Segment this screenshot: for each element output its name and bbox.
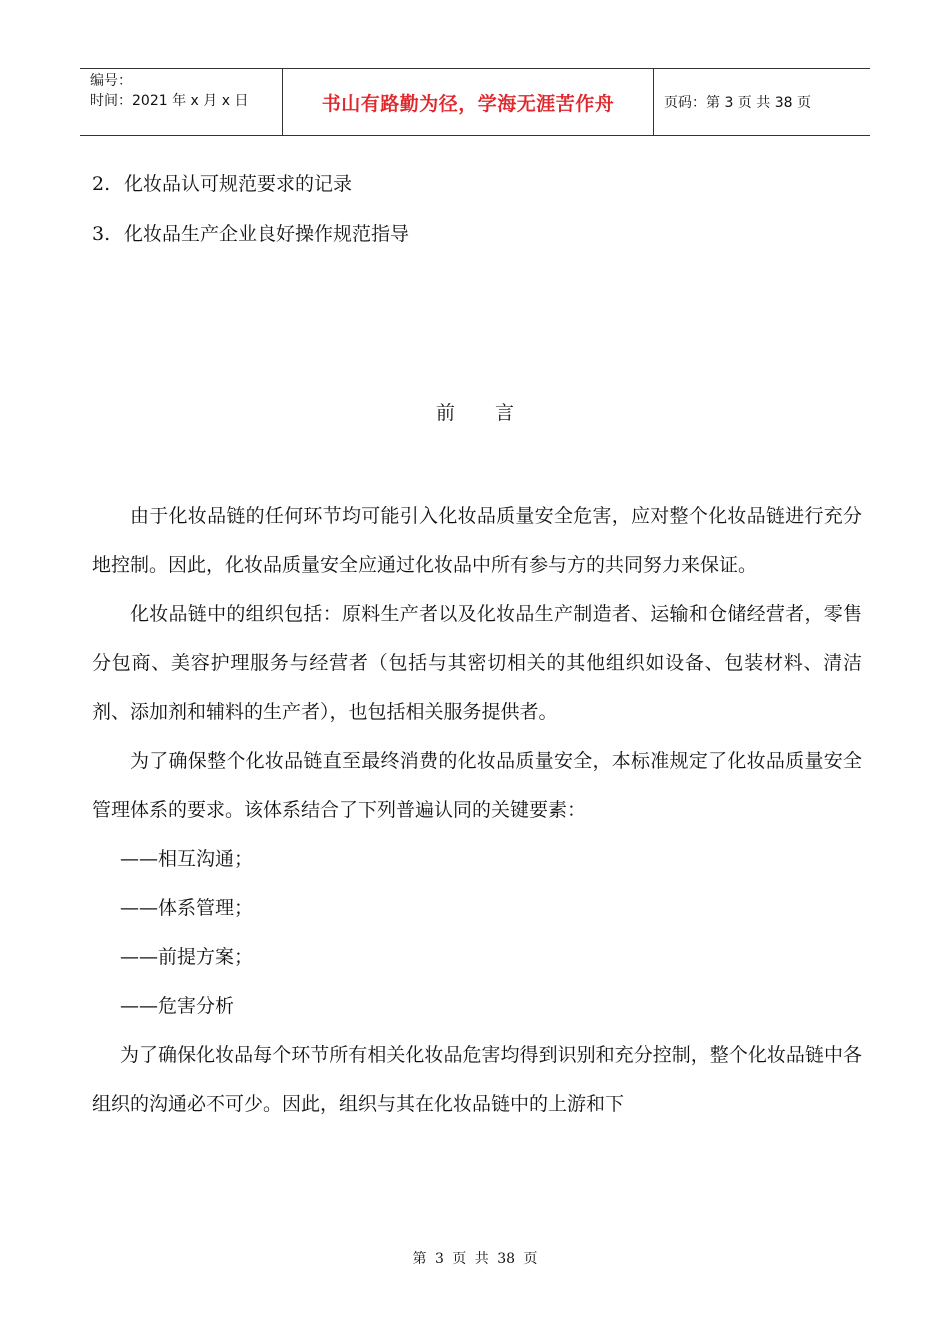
body-text (92, 492, 862, 1129)
header-motto: 书山有路勤为径，学海无涯苦作舟 (282, 69, 654, 135)
bullet-item: ——体系管理； (120, 897, 254, 919)
bullet-item: ——危害分析 (120, 995, 235, 1017)
bullet-item: ——相互沟通； (120, 848, 254, 870)
section-heading: 前言 (435, 402, 554, 424)
paragraph: 为了确保整个化妆品链直至最终消费的化妆品质量安全，本标准规定了化妆品质量安全管理体系的要求。该体系结合了下列普遍认同的关键要素： (92, 750, 862, 821)
paragraph: 由于化妆品链的任何环节均可能引入化妆品质量安全危害，应对整个化妆品链进行充分地控制。因此，化妆品质量安全应通过化妆品中所有参与方的共同努力来保证。 (92, 505, 862, 576)
list-number: 3. (92, 223, 111, 245)
list-text: 化妆品认可规范要求的记录 (124, 173, 353, 195)
page-footer: 第 3 页 共 38 页 (412, 1251, 538, 1267)
page-header (80, 68, 870, 136)
list-item (92, 222, 409, 246)
date-label: 时间：2021 年 x 月 x 日 (90, 93, 249, 109)
list-text: 化妆品生产企业良好操作规范指导 (124, 223, 410, 245)
paragraph: 化妆品链中的组织包括：原料生产者以及化妆品生产制造者、运输和仓储经营者，零售分包商、美容护理服务与经营者（包括与其密切相关的其他组织如设备、包装材料、清洁剂、添加剂和辅料的生产者），也包括相关服务提供者。 (92, 603, 862, 723)
list-number: 2. (92, 173, 111, 195)
bullet-item: ——前提方案； (120, 946, 254, 968)
list-item (92, 172, 352, 196)
header-meta (80, 69, 282, 135)
paragraph: 为了确保化妆品每个环节所有相关化妆品危害均得到识别和充分控制，整个化妆品链中各组织的沟通必不可少。因此，组织与其在化妆品链中的上游和下 (92, 1044, 862, 1115)
serial-number-label: 编号： (90, 73, 132, 89)
header-page-number: 页码：第 3 页 共 38 页 (664, 95, 811, 111)
